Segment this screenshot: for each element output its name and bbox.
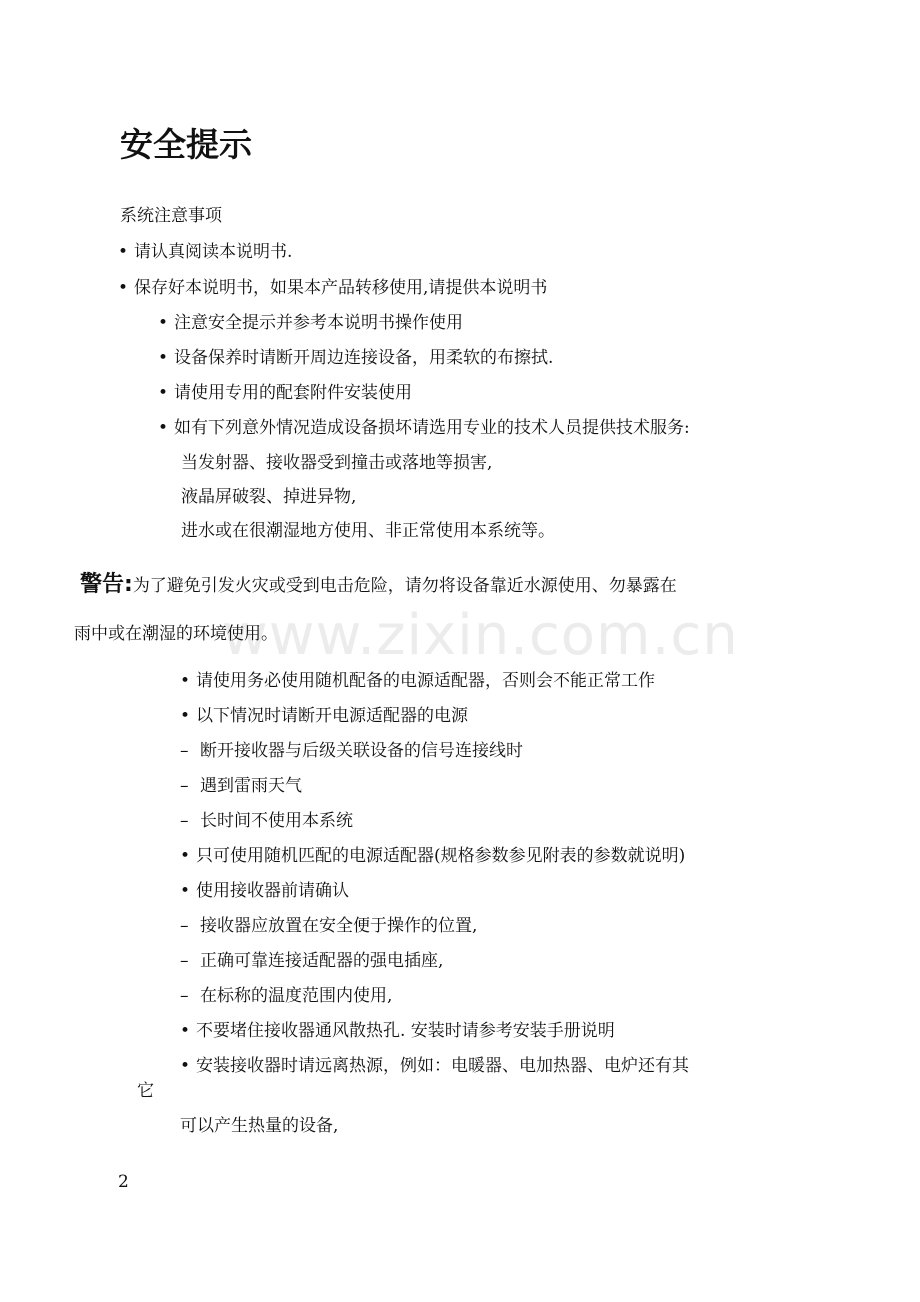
bullet: • — [158, 383, 169, 403]
list-item: • 以下情况时请断开电源适配器的电源 — [180, 706, 468, 726]
list-item: • 只可使用随机匹配的电源适配器(规格参数参见附表的参数就说明) — [180, 846, 686, 866]
watermark: www.zixin.com.cn — [222, 603, 739, 668]
damage-case: 当发射器、接收器受到撞击或落地等损害, — [181, 453, 493, 473]
list-item: – 遇到雷雨天气 — [180, 776, 302, 796]
list-item: • 不要堵住接收器通风散热孔. 安装时请参考安装手册说明 — [180, 1021, 615, 1041]
list-item: • 保存好本说明书，如果本产品转移使用,请提供本说明书 — [118, 278, 548, 298]
bullet: • — [158, 348, 169, 368]
list-item: • 请使用务必使用随机配备的电源适配器，否则会不能正常工作 — [180, 671, 655, 691]
warning-text-continued: 雨中或在潮湿的环境使用。 — [74, 624, 278, 644]
page-number: 2 — [118, 1172, 129, 1192]
bullet: • — [118, 242, 129, 262]
damage-case: 液晶屏破裂、掉进异物, — [181, 487, 357, 507]
warning-label: 警告: — [80, 572, 133, 597]
list-item: – 正确可靠连接适配器的强电插座, — [180, 951, 444, 971]
list-item: • 注意安全提示并参考本说明书操作使用 — [158, 313, 463, 333]
bullet: • — [158, 313, 169, 333]
damage-case: 进水或在很潮湿地方使用、非正常使用本系统等。 — [181, 521, 555, 541]
list-item: • 如有下列意外情况造成设备损坏请选用专业的技术人员提供技术服务: — [158, 418, 690, 438]
section-heading: 系统注意事项 — [120, 206, 222, 226]
list-item: – 在标称的温度范围内使用, — [180, 986, 393, 1006]
list-item: • 使用接收器前请确认 — [180, 881, 349, 901]
list-item: – 长时间不使用本系统 — [180, 811, 353, 831]
list-item: – 接收器应放置在安全便于操作的位置, — [180, 916, 478, 936]
list-item: • 请使用专用的配套附件安装使用 — [158, 383, 412, 403]
list-item: – 断开接收器与后级关联设备的信号连接线时 — [180, 741, 523, 761]
wrapped-char: 它 — [137, 1081, 154, 1101]
continuation-line: 可以产生热量的设备, — [180, 1116, 339, 1136]
warning-text: 为了避免引发火灾或受到电击危险，请勿将设备靠近水源使用、勿暴露在 — [132, 576, 677, 596]
list-item: • 请认真阅读本说明书. — [118, 242, 293, 262]
bullet: • — [158, 418, 169, 438]
bullet: • — [118, 278, 129, 298]
warning-line — [80, 574, 677, 596]
list-item: • 安装接收器时请远离热源，例如：电暖器、电加热器、电炉还有其 — [180, 1056, 689, 1076]
page-title: 安全提示 — [120, 125, 252, 164]
list-item: • 设备保养时请断开周边连接设备，用柔软的布擦拭. — [158, 348, 554, 368]
